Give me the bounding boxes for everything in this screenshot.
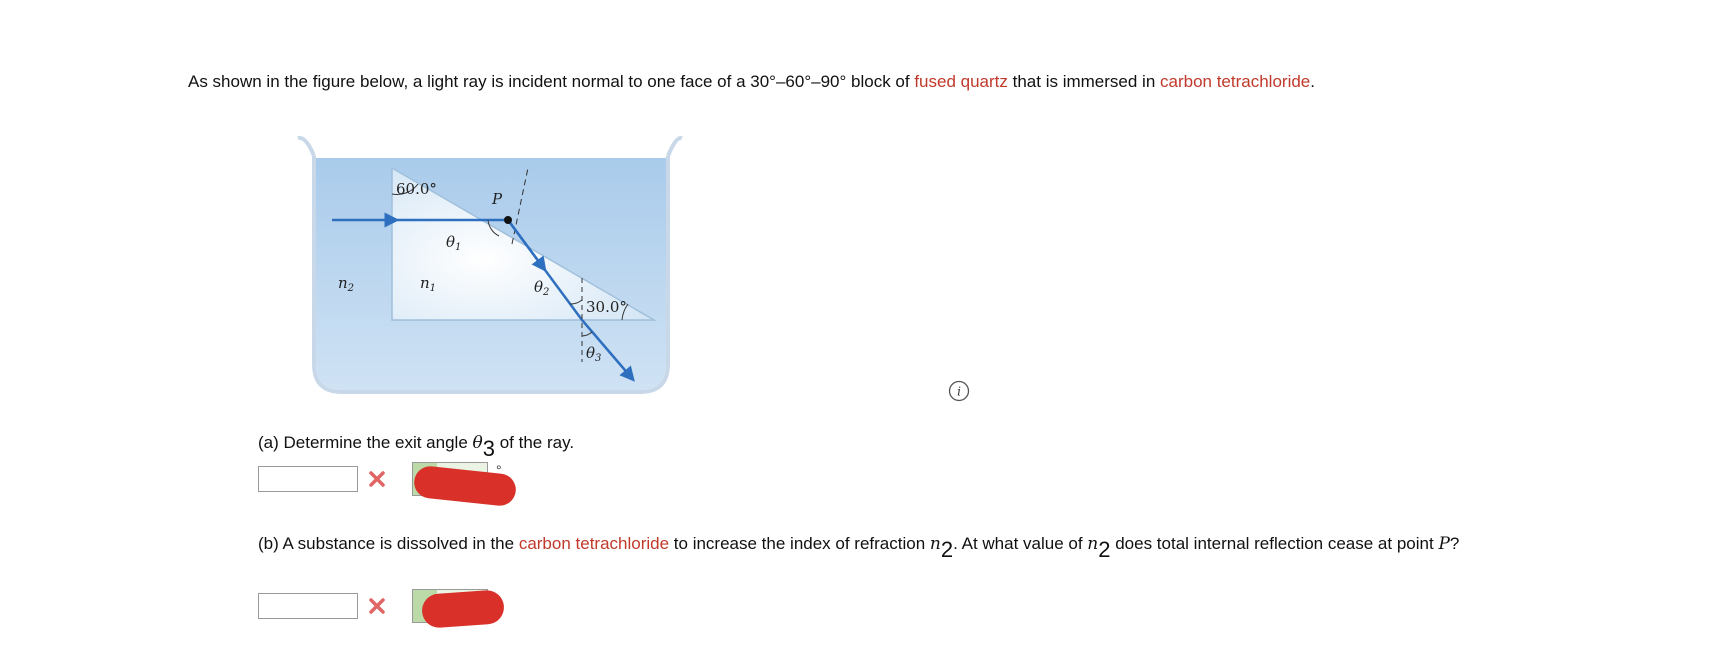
part-b-answer-input[interactable] [258,593,358,619]
part-a-unit: ° [496,462,502,478]
intro-text-middle: that is immersed in [1007,72,1160,91]
label-n1: $n_1$ [420,274,437,294]
part-b-text-1: (b) A substance is dissolved in the [258,534,519,553]
part-b-question [258,529,1558,564]
part-a-theta-sub: 3 [482,436,495,461]
part-b-n-sub: 2 [940,537,954,562]
part-b-text-5: ? [1449,534,1460,553]
part-b-text-2: to increase the index of refraction [669,534,930,553]
part-b-n-symbol: n [929,534,941,554]
label-30-angle: 30.0° [586,298,627,316]
label-point-p: P [492,190,503,208]
part-a-label-end: of the ray. [495,433,575,452]
intro-highlight-fused-quartz: fused quartz [914,72,1008,91]
part-b-n-sub-2: 2 [1098,537,1111,562]
label-60-angle: 60.0° [396,180,437,198]
part-b-highlight-carbon-tetrachloride: carbon tetrachloride [518,534,670,553]
point-p-marker [504,216,512,224]
part-a-question [258,428,574,463]
label-theta3: $\theta_3$ [586,344,602,364]
intro-text: As shown in the figure below, a light ray is incident normal to one face of a 30°–60°–90° block of [188,72,915,91]
part-a-theta-symbol: θ [472,433,483,453]
part-b-redaction [421,589,505,629]
label-theta2: $\theta_2$ [534,278,550,298]
problem-statement [188,68,1518,95]
intro-text-end: . [1310,72,1315,91]
prism-figure [296,128,686,398]
part-a-answer-input[interactable] [258,466,358,492]
part-b-wrong-icon [368,597,386,615]
part-a-redaction [413,465,518,507]
part-b-n-symbol-2: n [1087,534,1099,554]
label-n2: $n_2$ [338,274,355,294]
svg-text:i: i [957,384,961,399]
part-b-text-4: does total internal reflection cease at point [1110,534,1439,553]
part-a-label: (a) Determine the exit angle [258,433,473,452]
info-icon[interactable] [948,380,970,402]
part-b-text-3: . At what value of [953,534,1088,553]
part-a-wrong-icon [368,470,386,488]
part-b-point-p: P [1438,534,1450,554]
intro-highlight-carbon-tetrachloride: carbon tetrachloride [1160,72,1311,91]
label-theta1: $\theta_1$ [446,233,462,253]
